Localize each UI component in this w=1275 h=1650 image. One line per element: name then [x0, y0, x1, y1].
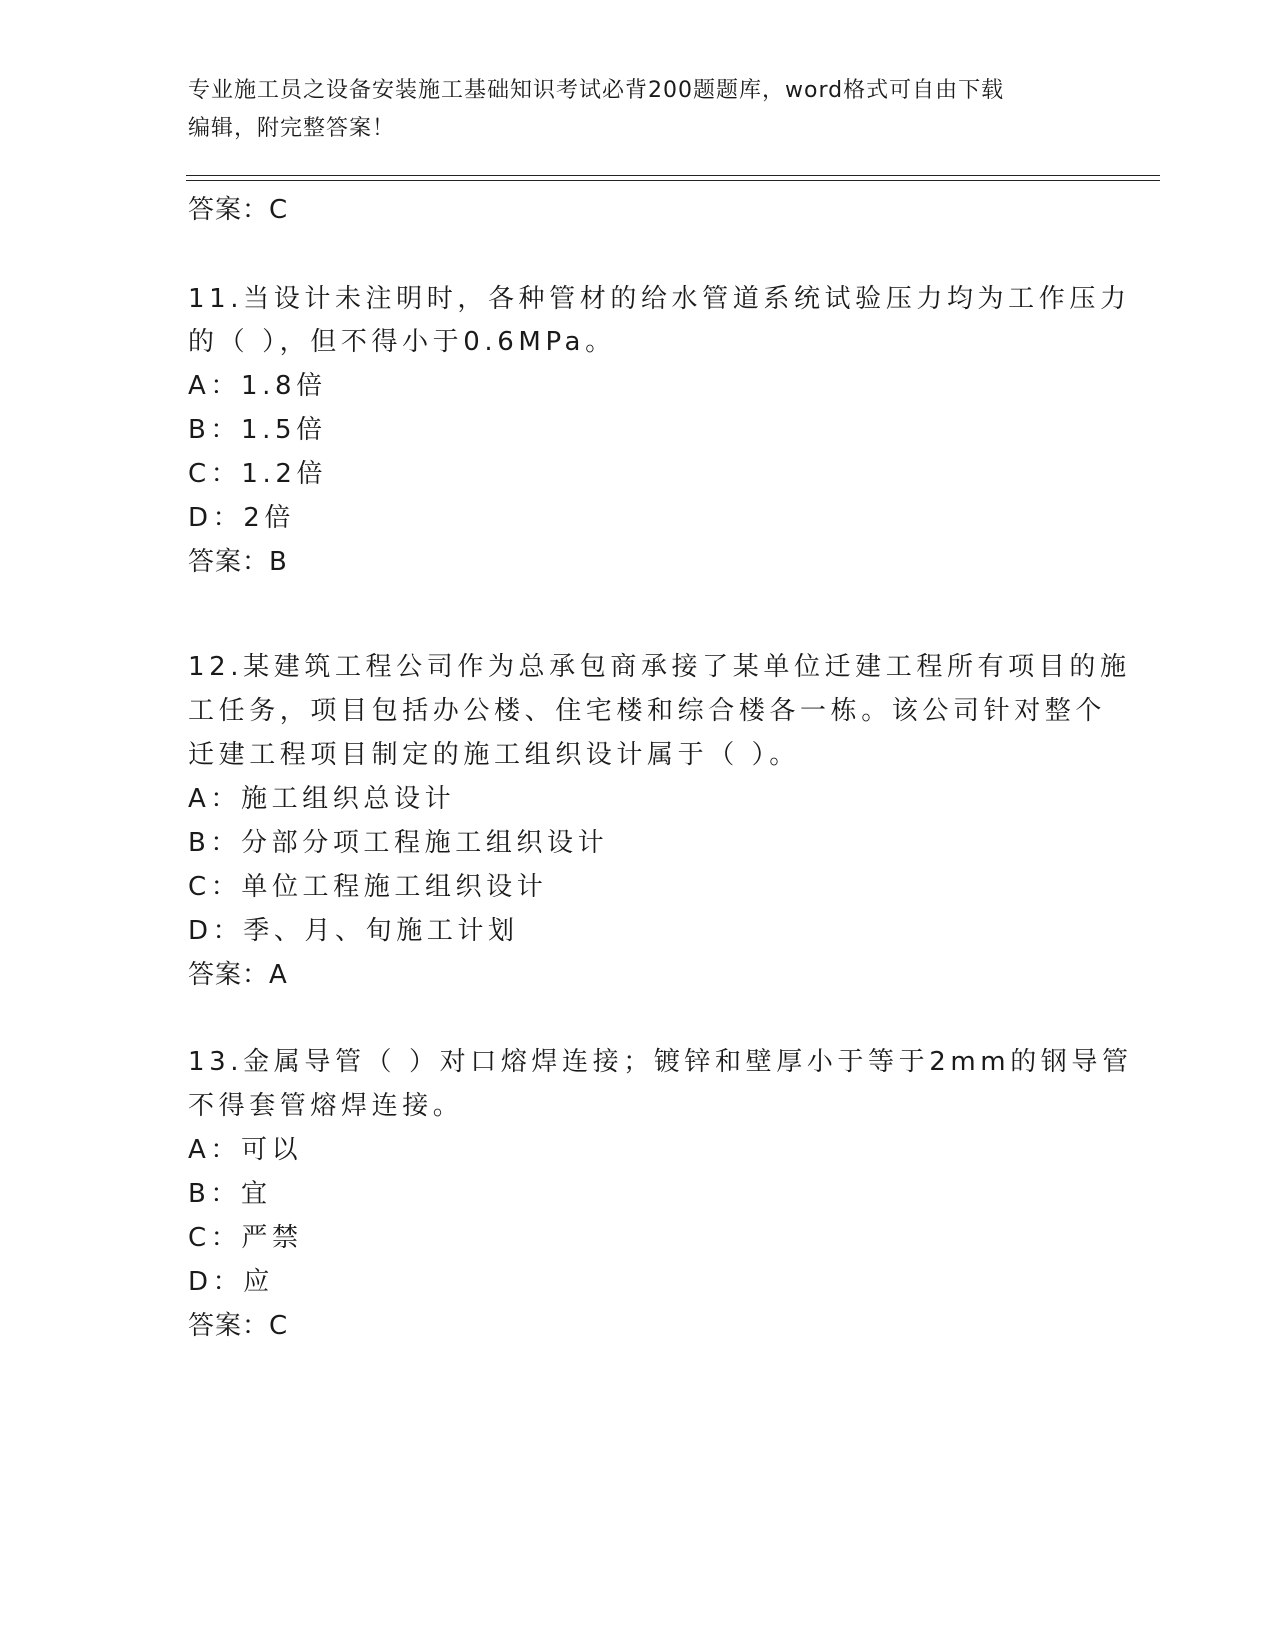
- option-d: D：2倍: [188, 503, 295, 533]
- question-11: [188, 278, 1131, 584]
- option-d: D：应: [188, 1267, 274, 1297]
- question-stem-line: 11.当设计未注明时，各种管材的给水管道系统试验压力均为工作压力: [188, 284, 1131, 314]
- option-a: A：1.8倍: [188, 371, 327, 401]
- option-c: C：1.2倍: [188, 459, 328, 489]
- header-divider-top: [186, 175, 1160, 176]
- answer-line: 答案：C: [188, 195, 289, 225]
- document-header: [188, 72, 1088, 148]
- option-a: A：施工组织总设计: [188, 784, 456, 814]
- question-stem-line: 不得套管熔焊连接。: [188, 1091, 464, 1121]
- question-stem-line: 工任务，项目包括办公楼、住宅楼和综合楼各一栋。该公司针对整个: [188, 696, 1107, 726]
- question-stem-line: 的（ ），但不得小于0.6MPa。: [188, 327, 616, 357]
- option-a: A：可以: [188, 1135, 303, 1165]
- header-line-1: 专业施工员之设备安装施工基础知识考试必背200题题库，word格式可自由下载: [188, 78, 1005, 103]
- answer-line: 答案：A: [188, 960, 288, 990]
- header-divider-bottom: [186, 180, 1160, 181]
- header-line-2: 编辑，附完整答案！: [188, 116, 396, 141]
- question-stem-line: 迁建工程项目制定的施工组织设计属于（ ）。: [188, 740, 800, 770]
- answer-line: 答案：B: [188, 547, 288, 577]
- question-stem-line: 12.某建筑工程公司作为总承包商承接了某单位迁建工程所有项目的施: [188, 652, 1131, 682]
- question-12: [188, 645, 1131, 997]
- option-c: C：单位工程施工组织设计: [188, 872, 548, 902]
- option-c: C：严禁: [188, 1223, 303, 1253]
- option-b: B：宜: [188, 1179, 272, 1209]
- question-stem-line: 13.金属导管（ ）对口熔焊连接；镀锌和壁厚小于等于2mm的钢导管: [188, 1047, 1133, 1077]
- prev-answer-block: [188, 188, 1088, 232]
- question-13: [188, 1040, 1133, 1348]
- option-b: B：分部分项工程施工组织设计: [188, 828, 609, 858]
- option-b: B：1.5倍: [188, 415, 327, 445]
- option-d: D：季、月、旬施工计划: [188, 916, 519, 946]
- answer-line: 答案：C: [188, 1311, 289, 1341]
